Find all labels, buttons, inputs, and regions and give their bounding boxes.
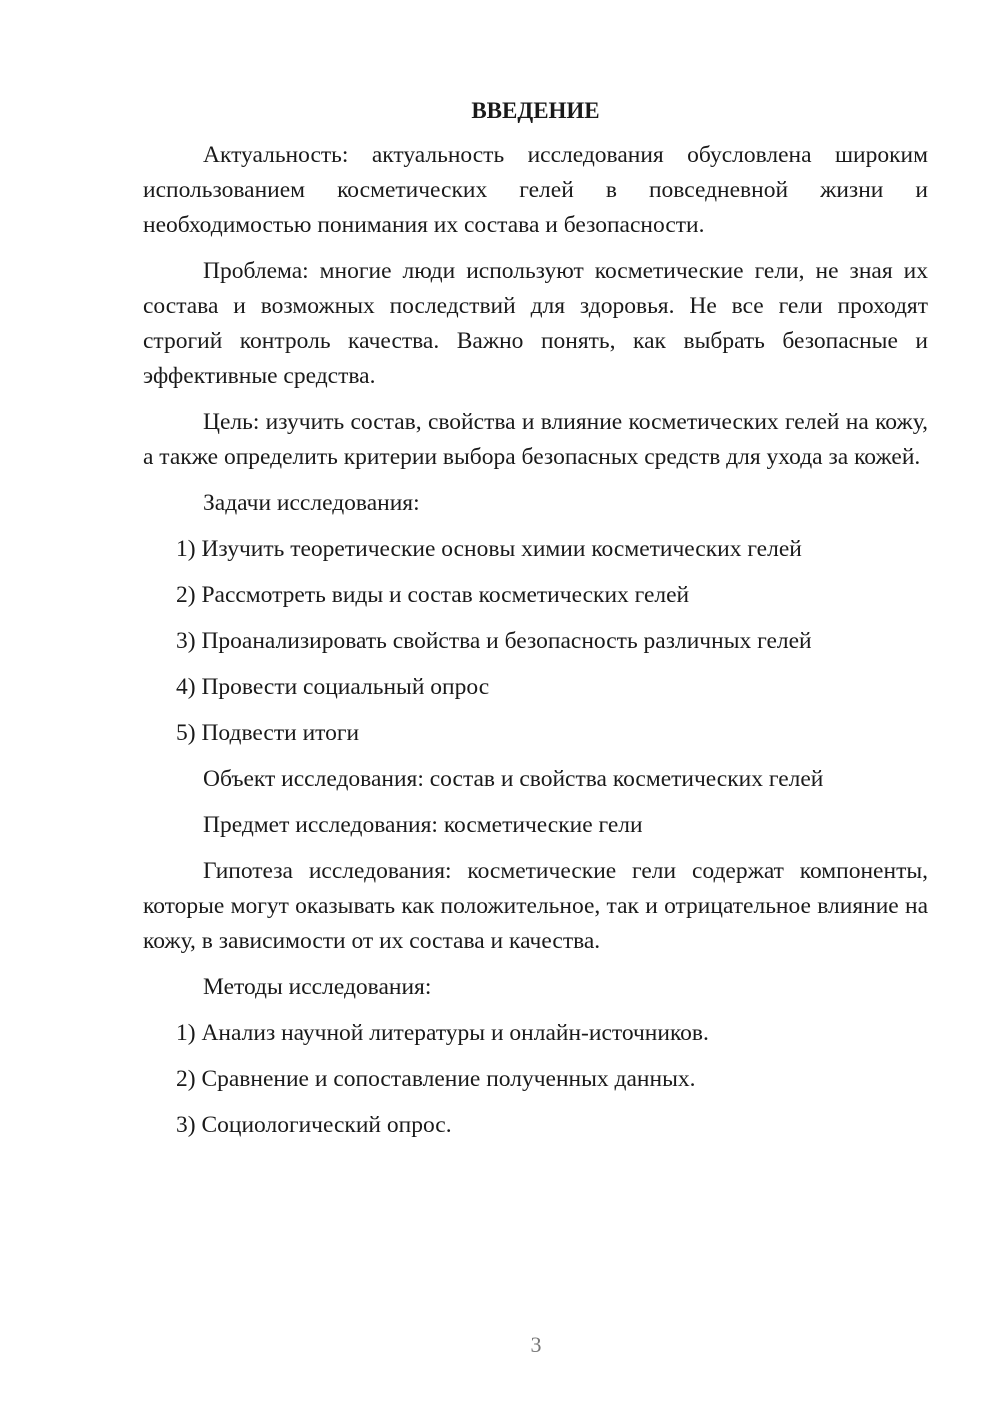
- methods-heading: Методы исследования:: [203, 974, 432, 1000]
- goal-paragraph: Цель: изучить состав, свойства и влияние косметических гелей на кожу, а также определить критерии выбора безопасных средств для ухода за кожей.: [143, 409, 928, 470]
- task-item: 1) Изучить теоретические основы химии косметических гелей: [176, 536, 802, 562]
- method-item: 3) Социологический опрос.: [176, 1112, 452, 1138]
- task-item: 2) Рассмотреть виды и состав косметических гелей: [176, 582, 690, 608]
- research-object: Объект исследования: состав и свойства косметических гелей: [203, 766, 824, 792]
- task-item: 3) Проанализировать свойства и безопасность различных гелей: [176, 628, 812, 654]
- tasks-heading: Задачи исследования:: [203, 490, 420, 516]
- section-title: ВВЕДЕНИЕ: [471, 98, 600, 123]
- task-item: 5) Подвести итоги: [176, 720, 360, 746]
- task-item: 4) Провести социальный опрос: [176, 674, 490, 700]
- problem-paragraph: Проблема: многие люди используют косметические гели, не зная их состава и возможных последствий для здоровья. Не все гели проходят строгий контроль качества. Важно понять, как выбрать безопасные и эффективные средства.: [143, 258, 928, 389]
- page-number: 3: [530, 1332, 542, 1357]
- actuality-paragraph: Актуальность: актуальность исследования обусловлена широким использованием косметических гелей в повседневной жизни и необходимостью понимания их состава и безопасности.: [143, 142, 928, 238]
- document-page: [143, 96, 928, 1154]
- method-item: 1) Анализ научной литературы и онлайн-источников.: [176, 1020, 709, 1046]
- hypothesis-paragraph: Гипотеза исследования: косметические гели содержат компоненты, которые могут оказывать как положительное, так и отрицательное влияние на кожу, в зависимости от их состава и качества.: [143, 858, 928, 954]
- research-subject: Предмет исследования: косметические гели: [203, 812, 643, 838]
- method-item: 2) Сравнение и сопоставление полученных данных.: [176, 1066, 696, 1092]
